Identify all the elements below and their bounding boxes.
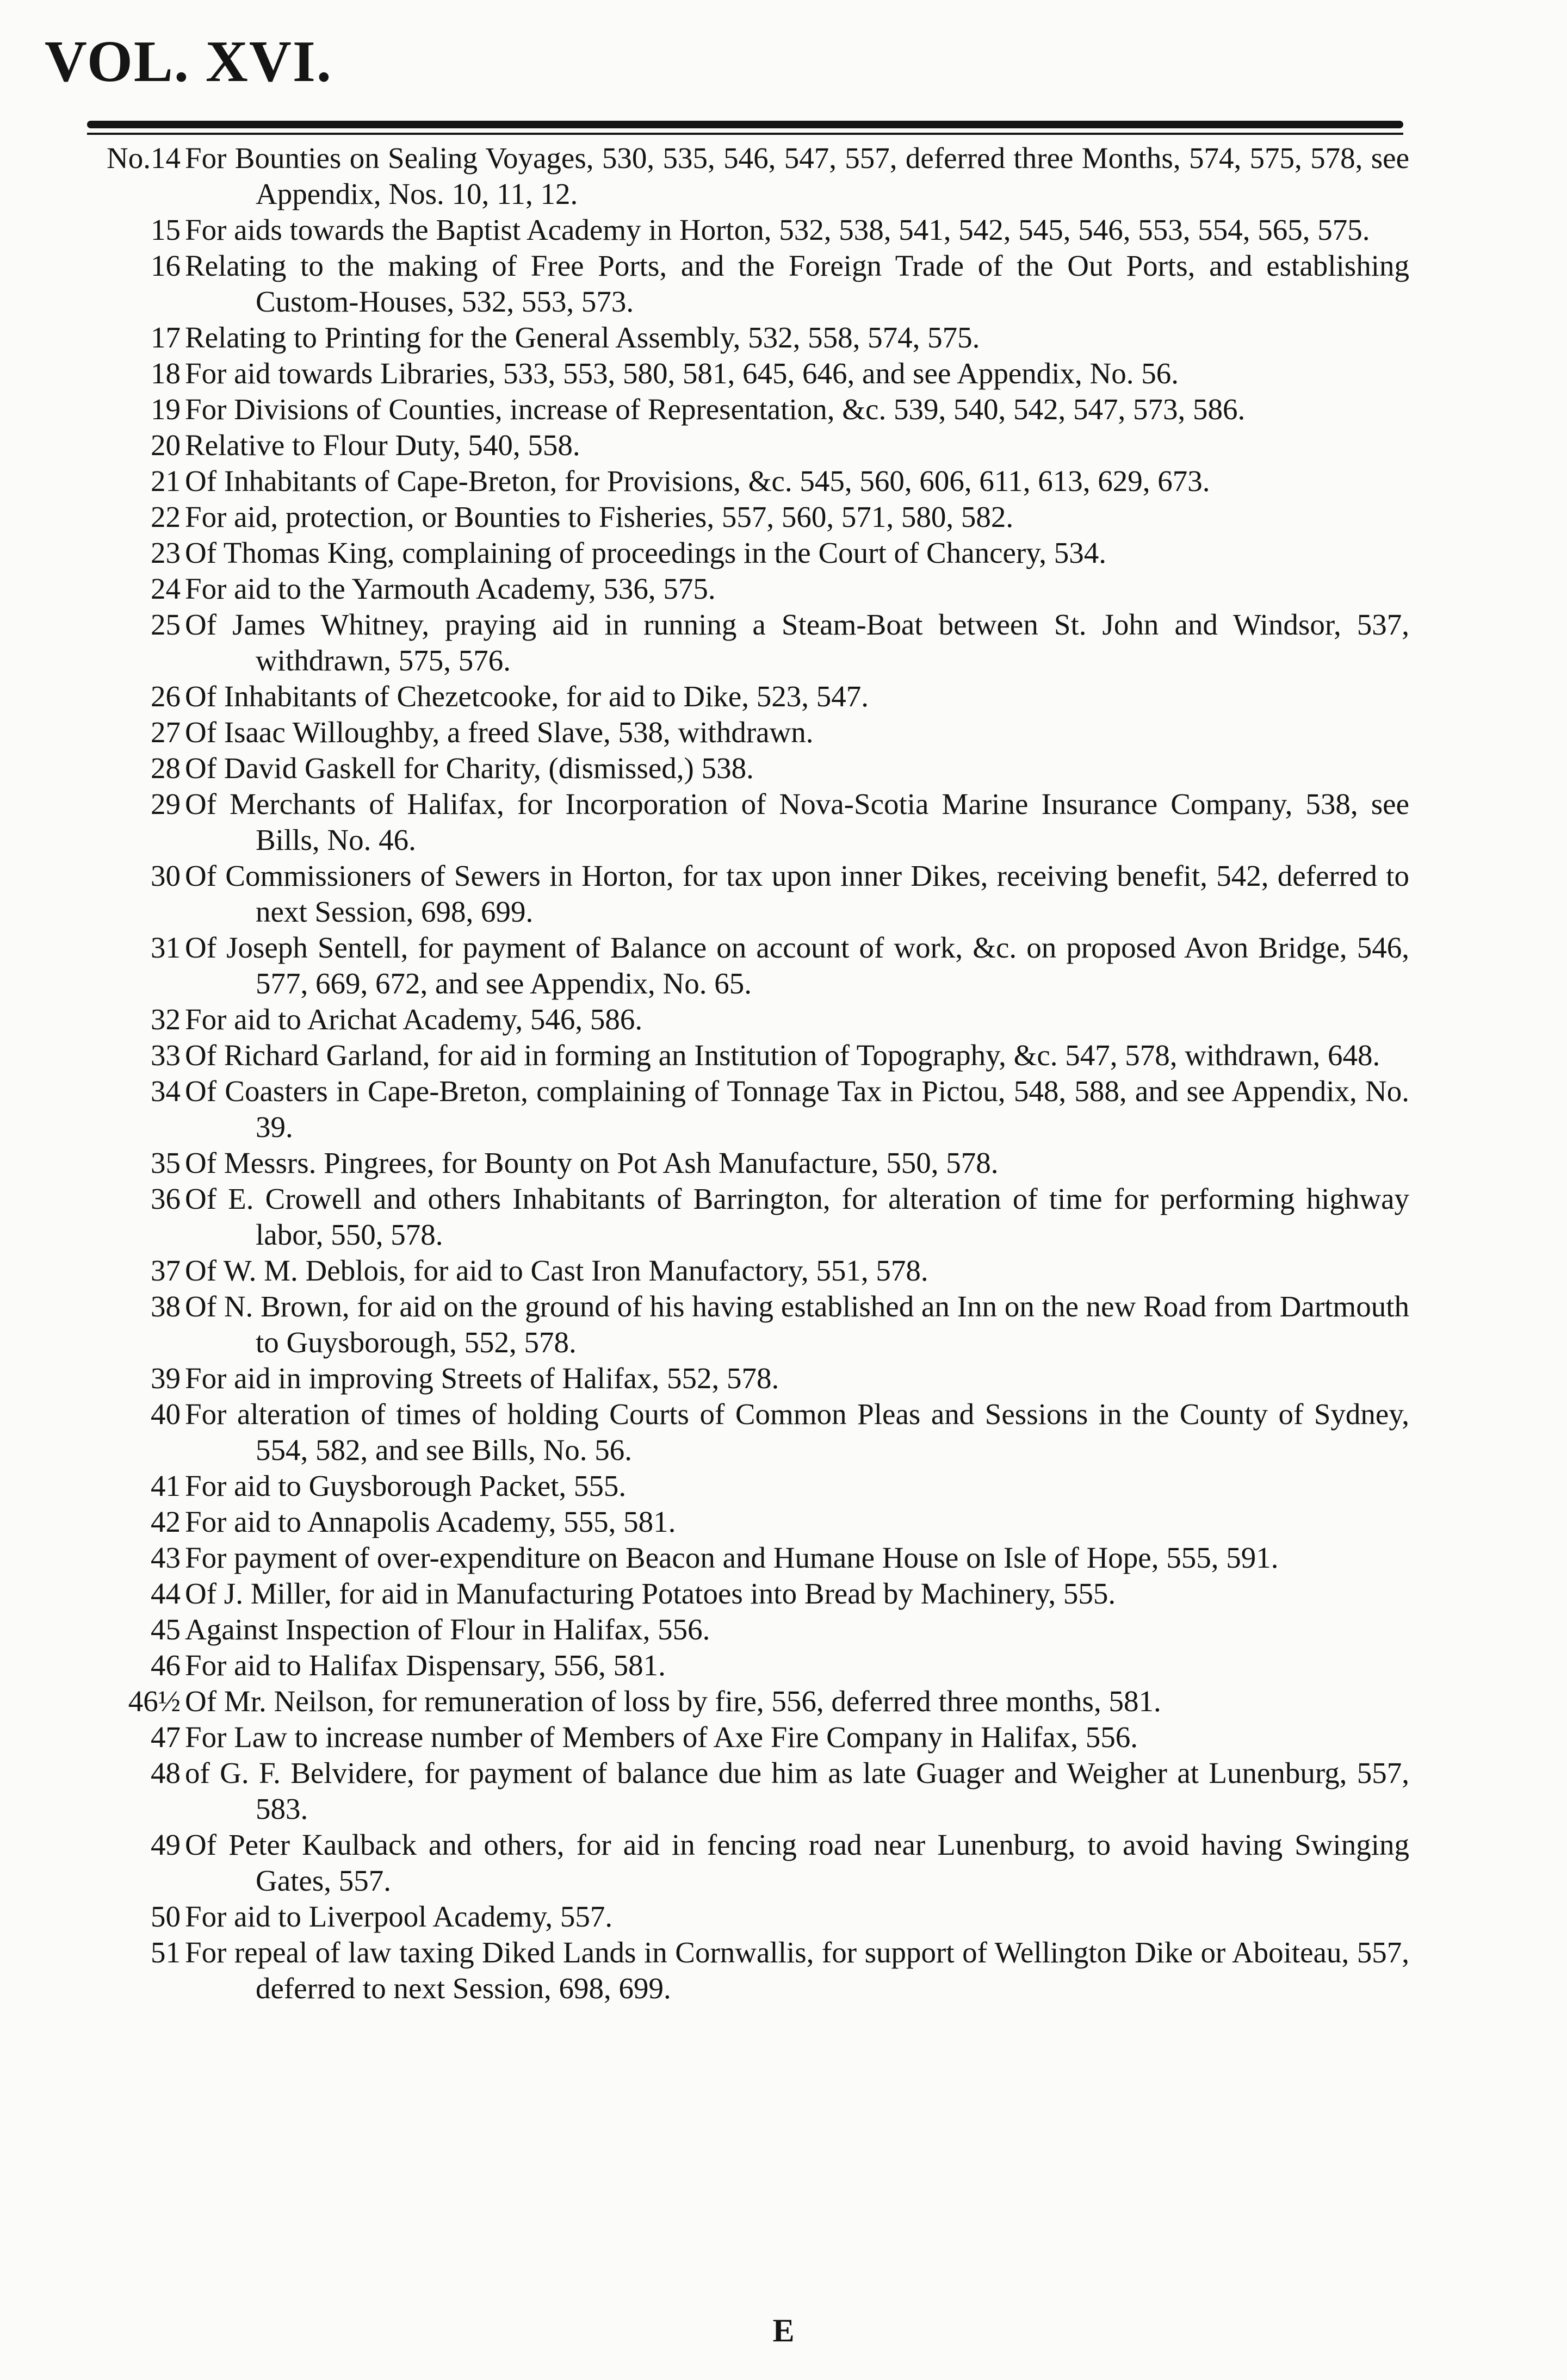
entry-number: 50 (151, 1900, 181, 1933)
index-entry (0, 1612, 1567, 1648)
index-entry (0, 535, 1567, 571)
entry-text: Of E. Crowell and others Inhabitants of Barrington, for alteration of time for performing highway labor, 550, 578. (185, 1182, 1409, 1251)
entry-number: 32 (151, 1003, 181, 1036)
entry-number: 46 (151, 1649, 181, 1682)
entry-text: For aid to the Yarmouth Academy, 536, 575. (185, 572, 716, 605)
entry-number: 15 (151, 213, 181, 246)
index-entry (0, 750, 1567, 786)
entry-text: Of Joseph Sentell, for payment of Balance on account of work, &c. on proposed Avon Bridge, 546, 577, 669, 672, and see Appendix, No. 65. (185, 931, 1409, 1000)
entry-number: 26 (151, 680, 181, 713)
entry-text: Of W. M. Deblois, for aid to Cast Iron Manufactory, 551, 578. (185, 1254, 928, 1287)
index-entry (0, 1396, 1567, 1468)
entry-number: 41 (151, 1469, 181, 1502)
index-entry (0, 1827, 1567, 1899)
index-entry (0, 1504, 1567, 1540)
entry-number: 19 (151, 393, 181, 426)
entry-text: For aid to Guysborough Packet, 555. (185, 1469, 627, 1502)
entry-number: 39 (151, 1362, 181, 1395)
entry-text: For Bounties on Sealing Voyages, 530, 535, 546, 547, 557, deferred three Months, 574, 575, 578, see Appendix, Nos. 10, 11, 12. (185, 141, 1409, 210)
entry-text: of G. F. Belvidere, for payment of balance due him as late Guager and Weigher at Lunenburg, 557, 583. (185, 1756, 1409, 1825)
index-entry (0, 463, 1567, 499)
entry-number: 22 (151, 500, 181, 533)
entry-text: For aid towards Libraries, 533, 553, 580, 581, 645, 646, and see Appendix, No. 56. (185, 357, 1179, 390)
entry-text: For alteration of times of holding Courts of Common Pleas and Sessions in the County of Sydney, 554, 582, and see Bills, No. 56. (185, 1397, 1409, 1466)
entry-text: For Law to increase number of Members of Axe Fire Company in Halifax, 556. (185, 1720, 1138, 1754)
index-entry (0, 1181, 1567, 1253)
index-entry (0, 320, 1567, 356)
entry-number: 33 (151, 1039, 181, 1072)
entry-text: Relating to the making of Free Ports, and the Foreign Trade of the Out Ports, and establishing Custom-Houses, 532, 553, 573. (185, 249, 1409, 318)
entry-number: 45 (151, 1613, 181, 1646)
index-entry (0, 1935, 1567, 2006)
index-entry (0, 571, 1567, 607)
entry-number: 35 (151, 1146, 181, 1179)
entry-number: 38 (151, 1290, 181, 1323)
entry-number: 47 (151, 1720, 181, 1754)
index-entry (0, 1755, 1567, 1827)
index-entry (0, 392, 1567, 427)
entry-number: 29 (151, 787, 181, 821)
entry-number: 46½ (128, 1685, 181, 1718)
index-entry (0, 1899, 1567, 1935)
entry-text: Of James Whitney, praying aid in running a Steam-Boat between St. John and Windsor, 537, withdrawn, 575, 576. (185, 608, 1409, 677)
entry-number: 37 (151, 1254, 181, 1287)
entry-text: For repeal of law taxing Diked Lands in Cornwallis, for support of Wellington Dike or Aboiteau, 557, deferred to next Session, 698, 699. (185, 1936, 1409, 2005)
index-entry (0, 1648, 1567, 1683)
entry-text: Relating to Printing for the General Assembly, 532, 558, 574, 575. (185, 321, 980, 354)
entry-text: For aids towards the Baptist Academy in Horton, 532, 538, 541, 542, 545, 546, 553, 554, 565, 575. (185, 213, 1370, 246)
entry-text: For aid to Halifax Dispensary, 556, 581. (185, 1649, 666, 1682)
entry-text: For aid to Liverpool Academy, 557. (185, 1900, 613, 1933)
entry-number: 31 (151, 931, 181, 964)
entry-text: Relative to Flour Duty, 540, 558. (185, 428, 580, 462)
index-entry (0, 1683, 1567, 1719)
index-entry (0, 1719, 1567, 1755)
entry-number: 17 (151, 321, 181, 354)
entry-number: 30 (151, 859, 181, 892)
entry-text: Of Isaac Willoughby, a freed Slave, 538, withdrawn. (185, 716, 814, 749)
entry-text: Of Commissioners of Sewers in Horton, for tax upon inner Dikes, receiving benefit, 542, deferred to next Session, 698, 699. (185, 859, 1409, 928)
index-entry (0, 1360, 1567, 1396)
entry-number: 44 (151, 1577, 181, 1610)
index-entry (0, 1540, 1567, 1576)
entry-text: For aid in improving Streets of Halifax, 552, 578. (185, 1362, 779, 1395)
volume-title: VOL. XVI. (45, 29, 332, 94)
index-entry (0, 212, 1567, 248)
entry-number: 43 (151, 1541, 181, 1574)
entry-text: Of Peter Kaulback and others, for aid in fencing road near Lunenburg, to avoid having Swinging Gates, 557. (185, 1828, 1409, 1897)
entry-text: Against Inspection of Flour in Halifax, 556. (185, 1613, 710, 1646)
entry-text: Of Richard Garland, for aid in forming an Institution of Topography, &c. 547, 578, withdrawn, 648. (185, 1039, 1380, 1072)
entry-text: Of Thomas King, complaining of proceedings in the Court of Chancery, 534. (185, 536, 1106, 569)
entry-number: 27 (151, 716, 181, 749)
index-entry (0, 858, 1567, 930)
index-entry (0, 499, 1567, 535)
entry-number: 49 (151, 1828, 181, 1861)
entry-number: 51 (151, 1936, 181, 1969)
entry-text: Of N. Brown, for aid on the ground of his having established an Inn on the new Road from Dartmouth to Guysborough, 552, 578. (185, 1290, 1409, 1359)
entry-text: For payment of over-expenditure on Beacon and Humane House on Isle of Hope, 555, 591. (185, 1541, 1279, 1574)
index-entry (0, 607, 1567, 679)
index-entry (0, 714, 1567, 750)
index-entry (0, 1576, 1567, 1612)
entry-text: Of J. Miller, for aid in Manufacturing Potatoes into Bread by Machinery, 555. (185, 1577, 1116, 1610)
index-entry (0, 1253, 1567, 1289)
entry-number: 25 (151, 608, 181, 641)
index-entry (0, 248, 1567, 320)
entry-text: For aid, protection, or Bounties to Fisheries, 557, 560, 571, 580, 582. (185, 500, 1014, 533)
entry-text: Of Mr. Neilson, for remuneration of loss by fire, 556, deferred three months, 581. (185, 1685, 1161, 1718)
entry-text: Of Inhabitants of Cape-Breton, for Provisions, &c. 545, 560, 606, 611, 613, 629, 673. (185, 464, 1210, 498)
entry-text: Of Inhabitants of Chezetcooke, for aid to Dike, 523, 547. (185, 680, 869, 713)
index-entry (0, 1145, 1567, 1181)
entry-number: 21 (151, 464, 181, 498)
index-entry (0, 356, 1567, 392)
entry-list (0, 140, 1567, 2006)
entry-number: 20 (151, 428, 181, 462)
index-entry (0, 1468, 1567, 1504)
entry-text: Of Coasters in Cape-Breton, complaining of Tonnage Tax in Pictou, 548, 588, and see Appendix, No. 39. (185, 1074, 1409, 1144)
index-entry (0, 1073, 1567, 1145)
entry-number: 42 (151, 1505, 181, 1538)
entry-number: 36 (151, 1182, 181, 1215)
index-entry (0, 1289, 1567, 1360)
entry-text: For Divisions of Counties, increase of Representation, &c. 539, 540, 542, 547, 573, 586. (185, 393, 1246, 426)
index-entry (0, 786, 1567, 858)
header-rule-thick (87, 121, 1403, 128)
entry-number: 16 (151, 249, 181, 282)
entry-text: For aid to Annapolis Academy, 555, 581. (185, 1505, 676, 1538)
entry-number: 23 (151, 536, 181, 569)
entry-text: For aid to Arichat Academy, 546, 586. (185, 1003, 643, 1036)
index-entry (0, 930, 1567, 1002)
index-entry (0, 427, 1567, 463)
entry-number: 28 (151, 751, 181, 785)
signature-mark: E (772, 2313, 795, 2348)
entry-text: Of Messrs. Pingrees, for Bounty on Pot Ash Manufacture, 550, 578. (185, 1146, 999, 1179)
index-entry (0, 679, 1567, 714)
entry-number: 48 (151, 1756, 181, 1789)
entry-text: Of Merchants of Halifax, for Incorporation of Nova-Scotia Marine Insurance Company, 538, see Bills, No. 46. (185, 787, 1409, 856)
header-rule-thin (87, 133, 1403, 135)
entry-number: 34 (151, 1074, 181, 1108)
entry-number: 40 (151, 1397, 181, 1431)
index-entry (0, 1037, 1567, 1073)
index-entry (0, 140, 1567, 212)
entry-number: No.14 (107, 141, 181, 175)
entry-text: Of David Gaskell for Charity, (dismissed,) 538. (185, 751, 754, 785)
index-entry (0, 1002, 1567, 1037)
entry-number: 24 (151, 572, 181, 605)
entry-number: 18 (151, 357, 181, 390)
